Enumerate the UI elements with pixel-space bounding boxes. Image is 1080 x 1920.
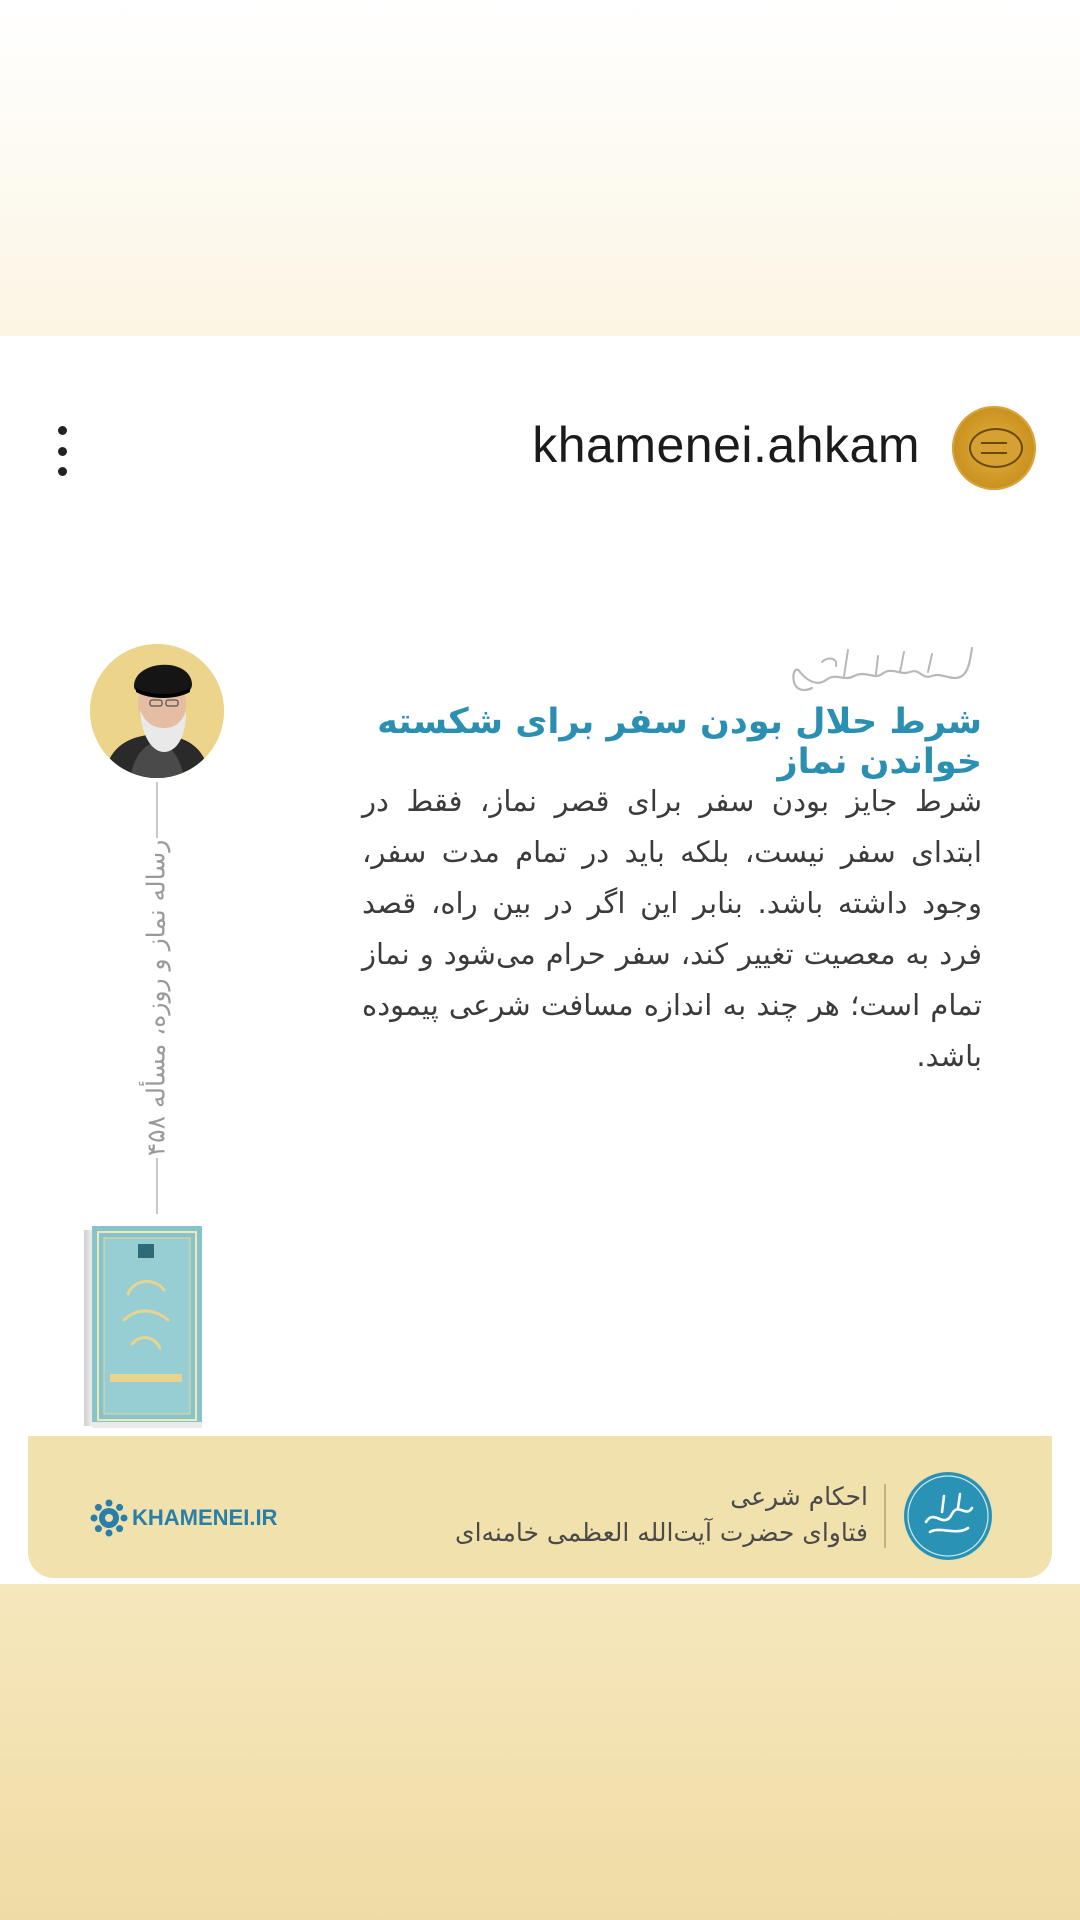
more-vertical-icon	[58, 426, 67, 435]
top-background	[0, 0, 1080, 336]
footer-subtitle: فتاوای حضرت آیت‌الله العظمی خامنه‌ای	[455, 1518, 868, 1547]
site-name: KHAMENEI.IR	[132, 1505, 278, 1530]
gear-icon	[90, 1499, 128, 1537]
source-reference: رساله نماز و روزه، مسأله ۴۵۸	[141, 839, 171, 1157]
more-options-button[interactable]	[52, 426, 72, 476]
post-title: شرط حلال بودن سفر برای شکسته خواندن نماز	[377, 702, 982, 782]
post-header	[0, 336, 1080, 556]
cleric-portrait	[90, 644, 224, 778]
account-avatar[interactable]	[952, 406, 1036, 490]
footer-band	[28, 1436, 1052, 1578]
site-logo	[90, 1496, 290, 1540]
bottom-background	[0, 1584, 1080, 1920]
divider-line	[156, 782, 158, 838]
seal-calligraphy	[904, 1472, 992, 1560]
post-body: شرط جایز بودن سفر برای قصر نماز، فقط در ابتدای سفر نیست، بلکه باید در تمام مدت سفر، وجود داشته باشد. بنابر این اگر در بین راه، قصد فرد به معصیت تغییر کند، سفر حرام می‌شود و نماز تمام است؛ هر چند به اندازه مسافت شرعی پیموده باشد.	[362, 784, 982, 1073]
book-cover-image	[84, 1224, 206, 1432]
bismillah-calligraphy	[782, 642, 982, 698]
account-username[interactable]: khamenei.ahkam	[532, 417, 920, 473]
gold-seal-icon	[969, 428, 1023, 468]
footer-divider	[884, 1484, 886, 1548]
divider-line	[156, 1158, 158, 1214]
more-dot	[58, 467, 67, 476]
portrait-illustration	[90, 644, 224, 778]
more-dot	[58, 447, 67, 456]
instagram-post	[0, 336, 1080, 1584]
calligraphy-seal-icon	[904, 1472, 992, 1560]
footer-category: احکام شرعی	[730, 1482, 868, 1511]
post-image-card[interactable]	[28, 582, 1052, 1578]
